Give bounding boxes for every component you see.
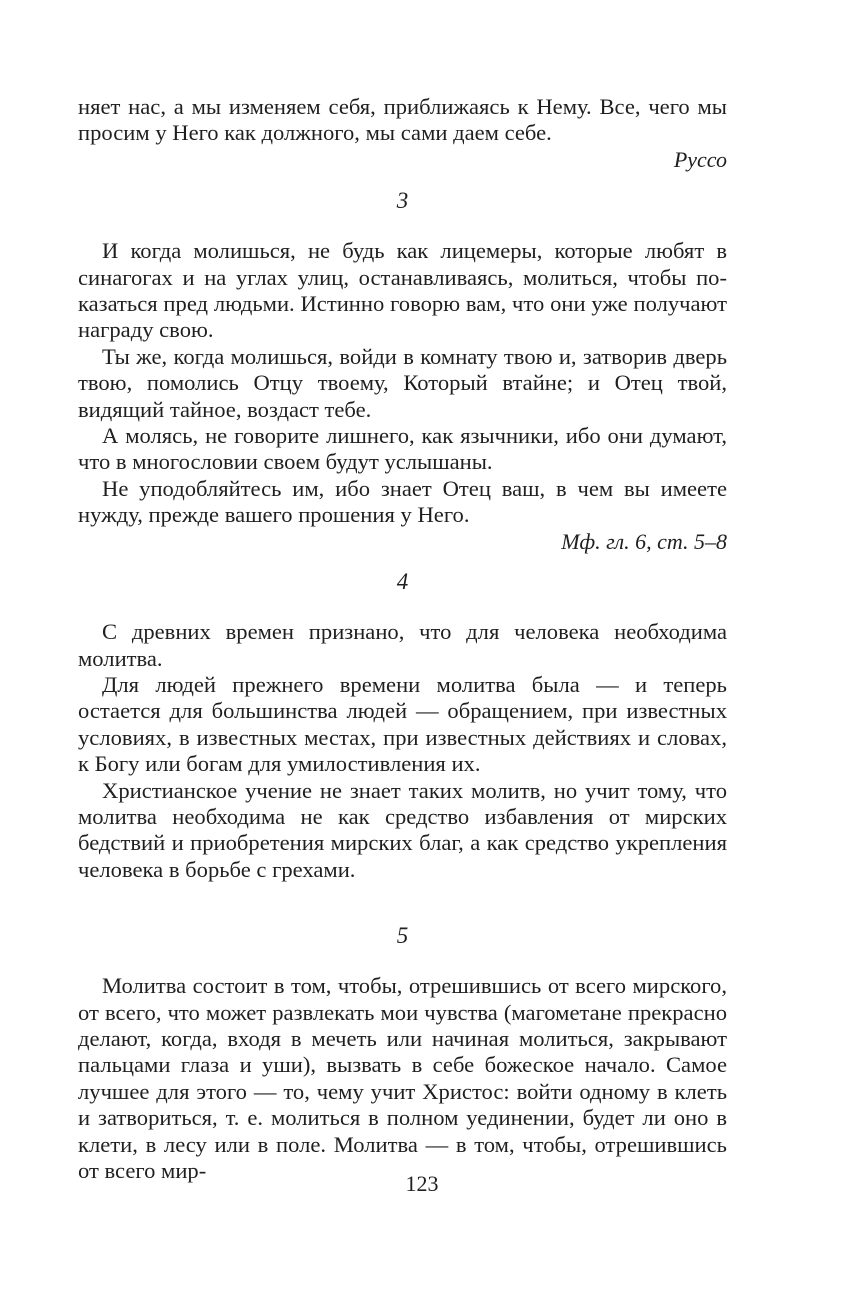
section-4-paragraph-1: С древних времен признано, что для человека необходима молитва.	[78, 619, 727, 671]
book-page	[78, 94, 727, 1184]
opening-attribution: Руссо	[673, 146, 727, 172]
section-3-attribution: Мф. гл. 6, ст. 5–8	[561, 528, 727, 554]
section-4-paragraph-2: Для людей прежнего времени молитва была — и теперь остается для большинства людей — обращением, при известных условиях, в известных местах, при известных действиях и словах, к Богу или богам для умилостивления их.	[78, 671, 727, 777]
section-3-paragraph-2: Ты же, когда молишься, войди в комнату твою и, затворив дверь твою, помолись Отцу твоему, Который втайне; и Отец твой, видящий тайное, воздаст тебе.	[78, 343, 727, 422]
section-3-paragraph-4: Не уподобляйтесь им, ибо знает Отец ваш, в чем вы имеете нужду, прежде вашего прошения у Него.	[78, 475, 727, 528]
page-number: 123	[405, 1171, 439, 1196]
opening-paragraph: няет нас, а мы изменяем себя, приближаясь к Нему. Все, чего мы просим у Него как должного, мы сами даем себе.	[78, 94, 727, 146]
section-number-3: 3	[396, 188, 409, 214]
section-number-4: 4	[396, 569, 409, 595]
section-4-paragraph-3: Христианское учение не знает таких молитв, но учит тому, что молитва необходима не как средство избавления от мирских бедствий и приобретения мирских благ, а как средство укрепления человека в борьбе с грехами.	[78, 777, 727, 882]
section-number-5: 5	[396, 923, 409, 949]
section-3-paragraph-1: И когда молишься, не будь как лицемеры, которые любят в синагогах и на углах улиц, останавливаясь, молиться, чтобы показаться пред людьми. Истинно говорю вам, что они уже получают награду свою.	[78, 238, 727, 343]
section-5-paragraph-1: Молитва состоит в том, чтобы, отрешившись от всего мирского, от всего, что может развлекать мои чувства (магометане прекрасно делают, когда, входя в мечеть или начиная молиться, закрывают пальцами глаза и уши), вызвать в себе божеское начало. Самое лучшее для этого — то, чему учит Христос: войти одному в клеть и затвориться, т. е. молиться в полном уединении, будет ли оно в клети, в лесу или в поле. Молитва — в том, чтобы, отрешившись от всего мир-	[78, 973, 727, 1183]
section-3-paragraph-3: А молясь, не говорите лишнего, как язычники, ибо они думают, что в многословии своем будут услышаны.	[78, 423, 727, 475]
